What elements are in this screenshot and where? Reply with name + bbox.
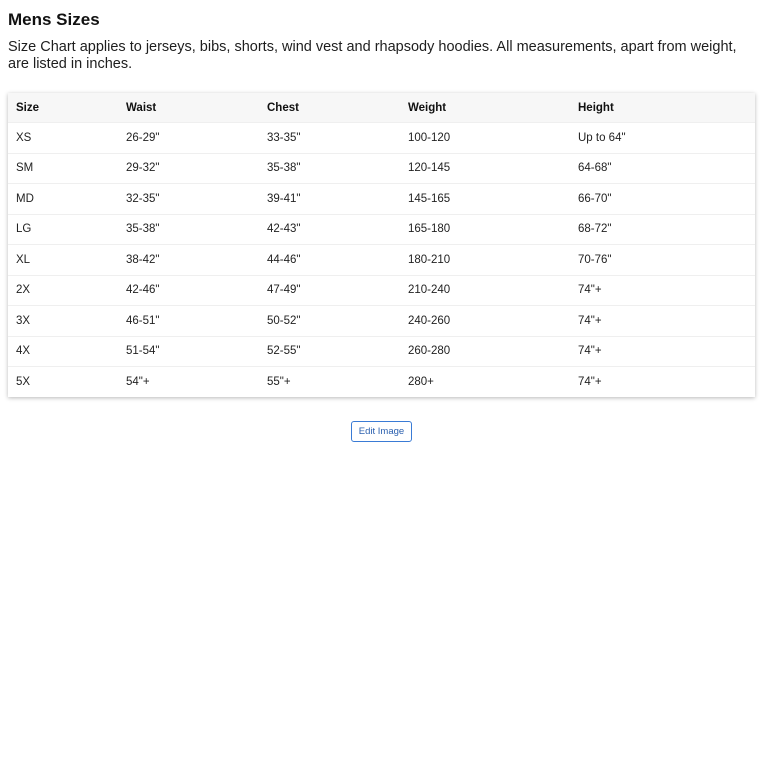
cell-size: MD [8, 184, 118, 215]
cell-height: 70-76" [570, 245, 755, 276]
cell-height: 74"+ [570, 306, 755, 337]
cell-chest: 50-52" [259, 306, 400, 337]
cell-weight: 280+ [400, 367, 570, 397]
cell-waist: 42-46" [118, 275, 259, 306]
size-chart-table-container [8, 93, 755, 397]
page-description: Size Chart applies to jerseys, bibs, shorts, wind vest and rhapsody hoodies. All measurements, apart from weight, are listed in inches. [8, 39, 737, 72]
cell-waist: 35-38" [118, 214, 259, 245]
cell-weight: 120-145 [400, 153, 570, 184]
table-header [8, 93, 755, 123]
cell-waist: 46-51" [118, 306, 259, 337]
page-title: Mens Sizes [8, 10, 100, 29]
cell-size: XL [8, 245, 118, 276]
cell-waist: 32-35" [118, 184, 259, 215]
cell-waist: 38-42" [118, 245, 259, 276]
table-row [8, 153, 755, 184]
cell-waist: 26-29" [118, 123, 259, 154]
cell-chest: 47-49" [259, 275, 400, 306]
table-row [8, 123, 755, 154]
column-header-size: Size [8, 93, 118, 123]
cell-height: 74"+ [570, 367, 755, 397]
cell-weight: 210-240 [400, 275, 570, 306]
cell-size: 3X [8, 306, 118, 337]
column-header-waist: Waist [118, 93, 259, 123]
cell-weight: 145-165 [400, 184, 570, 215]
edit-image-button[interactable]: Edit Image [351, 421, 412, 442]
table-row [8, 336, 755, 367]
column-header-height: Height [570, 93, 755, 123]
cell-height: 66-70" [570, 184, 755, 215]
cell-height: 74"+ [570, 275, 755, 306]
cell-weight: 240-260 [400, 306, 570, 337]
cell-chest: 39-41" [259, 184, 400, 215]
cell-size: 5X [8, 367, 118, 397]
header-row [8, 93, 755, 123]
cell-waist: 29-32" [118, 153, 259, 184]
column-header-chest: Chest [259, 93, 400, 123]
table-row [8, 214, 755, 245]
cell-weight: 100-120 [400, 123, 570, 154]
cell-waist: 54"+ [118, 367, 259, 397]
size-chart-table [8, 93, 755, 397]
table-row [8, 245, 755, 276]
cell-height: Up to 64" [570, 123, 755, 154]
cell-weight: 165-180 [400, 214, 570, 245]
column-header-weight: Weight [400, 93, 570, 123]
cell-size: 4X [8, 336, 118, 367]
cell-chest: 35-38" [259, 153, 400, 184]
cell-size: LG [8, 214, 118, 245]
table-row [8, 306, 755, 337]
cell-height: 64-68" [570, 153, 755, 184]
cell-weight: 260-280 [400, 336, 570, 367]
cell-chest: 33-35" [259, 123, 400, 154]
cell-chest: 42-43" [259, 214, 400, 245]
cell-chest: 52-55" [259, 336, 400, 367]
cell-height: 74"+ [570, 336, 755, 367]
cell-size: XS [8, 123, 118, 154]
cell-waist: 51-54" [118, 336, 259, 367]
cell-height: 68-72" [570, 214, 755, 245]
cell-size: SM [8, 153, 118, 184]
cell-chest: 55"+ [259, 367, 400, 397]
table-row [8, 367, 755, 397]
table-row [8, 184, 755, 215]
cell-chest: 44-46" [259, 245, 400, 276]
table-body [8, 123, 755, 397]
cell-weight: 180-210 [400, 245, 570, 276]
cell-size: 2X [8, 275, 118, 306]
table-row [8, 275, 755, 306]
